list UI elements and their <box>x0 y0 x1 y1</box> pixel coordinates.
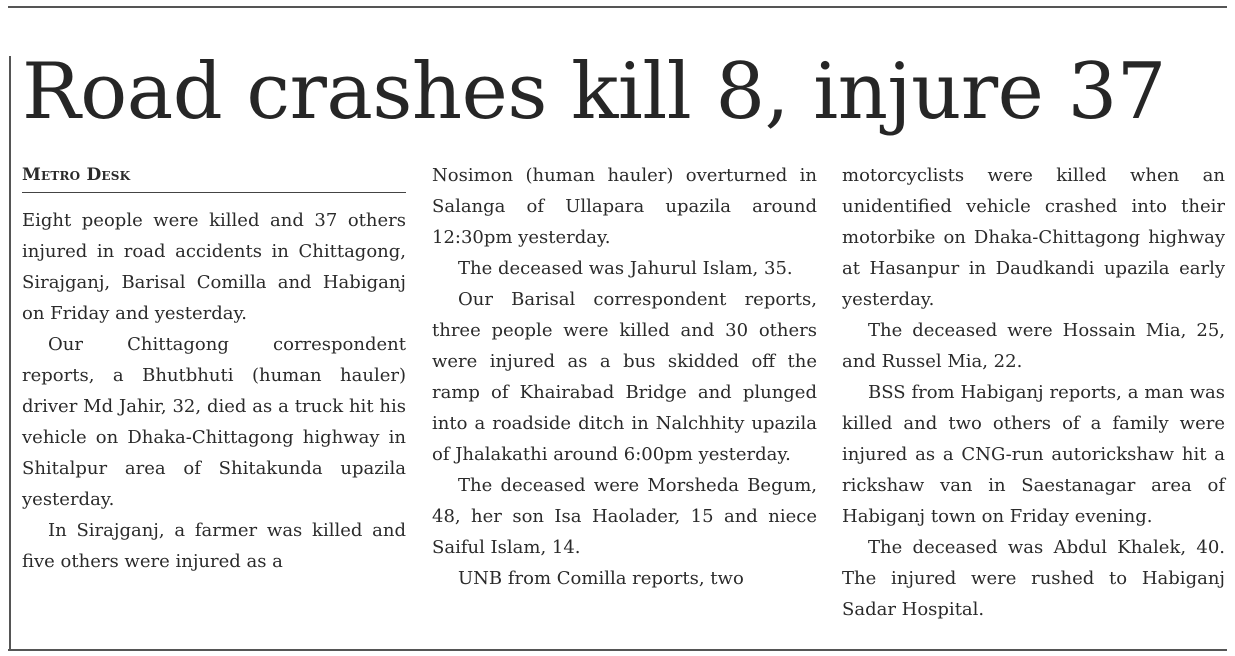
article-column-2 <box>432 160 817 594</box>
paragraph: UNB from Comilla reports, two <box>458 568 744 589</box>
byline: Metro Desk <box>22 160 406 193</box>
paragraph: Our Barisal correspondent reports, three people were killed and 30 others were injured as a bus skidded off the ramp of Khairabad Bridge and plunged into a roadside ditch in Nalchhity upazila of Jhalakathi around 6:00pm yesterday. <box>432 289 817 465</box>
paragraph: Eight people were killed and 37 others injured in road accidents in Chittagong, Sirajganj, Barisal Comilla and Habiganj on Friday and yesterday. <box>22 210 406 324</box>
paragraph: The deceased were Hossain Mia, 25, and Russel Mia, 22. <box>842 320 1225 372</box>
paragraph: The deceased were Morsheda Begum, 48, her son Isa Haolader, 15 and niece Saiful Islam, 14. <box>432 475 817 558</box>
paragraph: In Sirajganj, a farmer was killed and five others were injured as a <box>22 520 406 572</box>
article-column-3 <box>842 160 1225 625</box>
bottom-rule <box>8 649 1227 651</box>
paragraph: Our Chittagong correspondent reports, a Bhutbhuti (human hauler) driver Md Jahir, 32, died as a truck hit his vehicle on Dhaka-Chittagong highway in Shitalpur area of Shitakunda upazila yesterday. <box>22 334 406 510</box>
paragraph: BSS from Habiganj reports, a man was killed and two others of a family were injured as a CNG-run autorickshaw hit a rickshaw van in Saestanagar area of Habiganj town on Friday evening. <box>842 382 1225 527</box>
paragraph: Nosimon (human hauler) overturned in Salanga of Ullapara upazila around 12:30pm yesterday. <box>432 165 817 248</box>
left-rule <box>9 56 11 650</box>
article-column-1 <box>22 160 406 577</box>
headline: Road crashes kill 8, injure 37 <box>22 47 1166 137</box>
paragraph: The deceased was Jahurul Islam, 35. <box>458 258 793 279</box>
paragraph: motorcyclists were killed when an unidentified vehicle crashed into their motorbike on Dhaka-Chittagong highway at Hasanpur in Daudkandi upazila early yesterday. <box>842 165 1225 310</box>
paragraph: The deceased was Abdul Khalek, 40. The injured were rushed to Habiganj Sadar Hospital. <box>842 537 1225 620</box>
top-rule <box>8 6 1227 8</box>
